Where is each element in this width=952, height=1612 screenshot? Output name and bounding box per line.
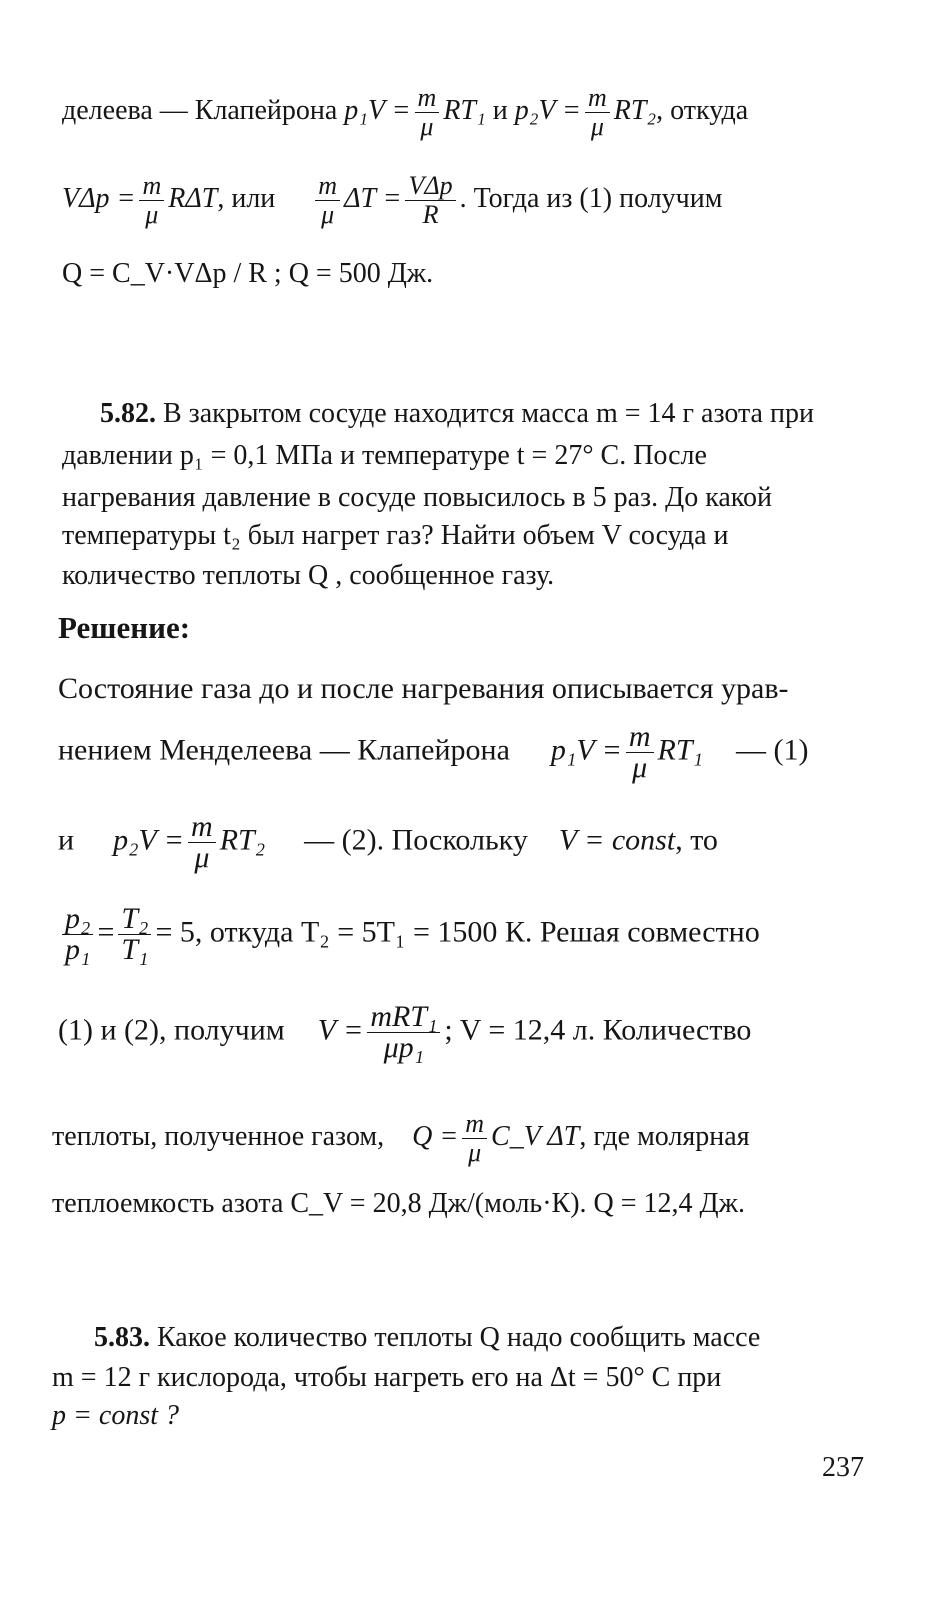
fraction-denominator: μ [468,1138,482,1167]
text: , то [675,823,718,857]
text: . Тогда из (1) получим [459,182,723,214]
formula-middle: ΔT = [344,182,402,214]
problem-number: 5.82. [100,398,156,429]
fraction-numerator: m [139,172,164,201]
text: (1) и (2), получим [58,1013,285,1047]
solution-line-4 [58,904,760,965]
fraction [118,904,151,965]
fraction-numerator: VΔp [405,172,455,201]
formula-right: RT₁ [443,94,486,126]
fraction [415,84,440,141]
formula-left: p₁V = [344,94,411,126]
formula-right: C_V ΔT [491,1120,580,1152]
page-number: 237 [822,1452,864,1483]
text: теплоты, полученное газом, [52,1120,385,1152]
formula-right: RT₁ [657,733,703,767]
problem-583-line-1 [94,1322,760,1354]
solution-line-5 [58,1002,751,1063]
fraction [462,1110,487,1167]
fraction [315,172,340,229]
text: — (2). Поскольку [304,823,528,857]
fraction-denominator: μ [632,751,648,784]
fraction-denominator: p₁ [65,933,91,966]
formula-right: RT₂ [219,823,266,857]
text: нением Менделеева — Клапейрона [58,733,510,767]
solution-heading: Решение: [58,610,191,645]
fraction-denominator: μ [194,841,210,874]
problem-583-line-2: m = 12 г кислорода, чтобы нагреть его на Δt = 50° С при [52,1362,722,1393]
text: = [97,915,115,949]
text: , откуда [656,94,749,126]
formula-right: RT₂ [613,94,657,126]
solution-line-7: теплоемкость азота C_V = 20,8 Дж/(моль·К). Q = 12,4 Дж. [52,1188,745,1219]
fraction [626,722,654,783]
fraction-denominator: μ [590,112,604,141]
top-line-2 [62,172,722,229]
top-line-1 [62,84,748,141]
formula-right: RΔT [168,182,218,214]
text: ; V = 12,4 л. Количество [444,1013,752,1047]
formula-left: p₂V = [113,823,185,857]
formula-left: Q = [412,1120,459,1152]
solution-line-3 [58,812,718,873]
fraction-denominator: μp₁ [383,1031,425,1064]
problem-582-line-2: давлении p₁ = 0,1 МПа и температуре t = 27° С. После [62,440,707,471]
fraction [188,812,216,873]
fraction-denominator: T₁ [121,933,149,966]
problem-number: 5.83. [94,1322,150,1353]
fraction [585,84,610,141]
text: , или [217,182,276,214]
fraction [62,904,93,965]
text: В закрытом сосуде находится масса m = 14 г азота при [163,398,814,429]
fraction-numerator: mRT₁ [367,1002,440,1033]
solution-line-6 [52,1110,750,1167]
text: и [58,823,75,857]
text: , где молярная [579,1120,750,1152]
problem-582-line-1 [100,398,814,430]
solution-line-2 [58,722,808,783]
formula: V = const [558,823,676,857]
problem-582-line-3: нагревания давление в сосуде повысилось в 5 раз. До какой [62,482,772,513]
fraction [405,172,455,229]
fraction-numerator: m [462,1110,487,1139]
fraction-denominator: μ [145,200,159,229]
fraction-numerator: p₂ [62,904,93,935]
fraction-denominator: μ [321,200,335,229]
fraction-numerator: m [315,172,340,201]
text: = 5, откуда T₂ = 5T₁ = 1500 К. Решая совместно [155,915,760,949]
formula-left: p₁V = [550,733,622,767]
text: и [492,94,508,126]
solution-line-1: Состояние газа до и после нагревания описывается урав- [58,672,789,705]
fraction-denominator: R [422,200,439,229]
fraction-numerator: T₂ [118,904,151,935]
fraction [367,1002,440,1063]
text: — (1) [735,733,809,767]
text: делеева — Клапейрона [62,94,338,126]
fraction [139,172,164,229]
fraction-numerator: m [188,812,216,843]
formula-left: p₂V = [514,94,581,126]
text: Какое количество теплоты Q надо сообщить массе [157,1322,761,1353]
problem-583-line-3: p = const ? [52,1400,179,1431]
top-line-3: Q = C_V·VΔp / R ; Q = 500 Дж. [62,258,434,289]
fraction-denominator: μ [420,112,434,141]
fraction-numerator: m [585,84,610,113]
formula-left: V = [317,1013,364,1047]
fraction-numerator: m [626,722,654,753]
fraction-numerator: m [415,84,440,113]
formula-left: VΔp = [62,182,136,214]
problem-582-line-5: количество теплоты Q , сообщенное газу. [62,560,555,591]
problem-582-line-4: температуры t₂ был нагрет газ? Найти объем V сосуда и [62,520,729,551]
